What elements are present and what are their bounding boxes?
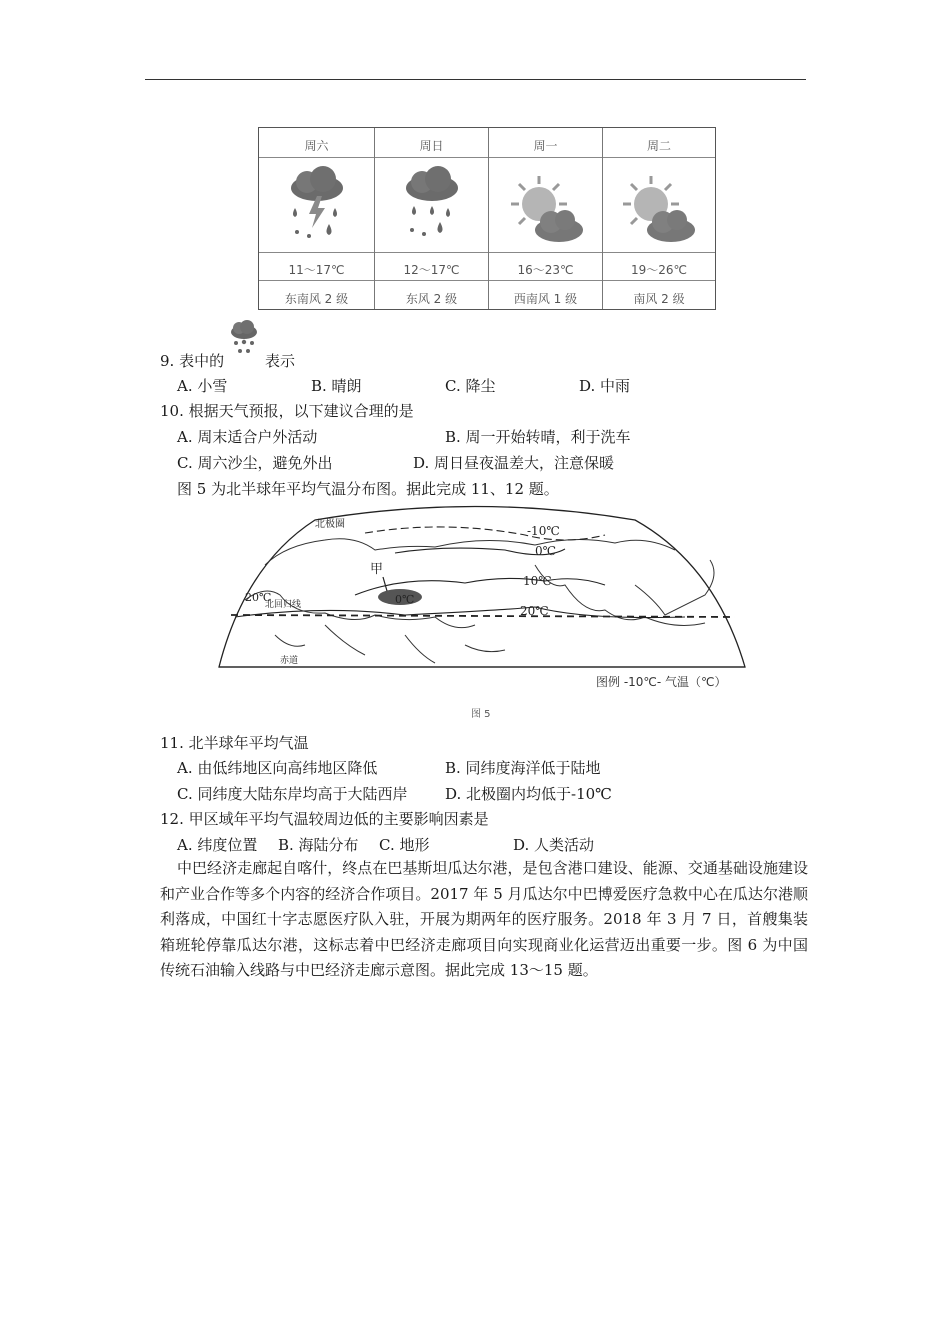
- cpec-passage: 中巴经济走廊起自喀什，终点在巴基斯坦瓜达尔港，是包含港口建设、能源、交通基础设施建设和产业合作等多个内容的经济合作项目。2017 年 5 月瓜达尔中巴博爱医疗急救中心在瓜达尔港顺利落成，中国红十字志愿医疗队入驻，开展为期两年的医疗服务。2018 年 3 月 7 日，首艘集装箱班轮停靠瓜达尔港，这标志着中巴经济走廊项目向实现商业化运营迈出重要一步。图 6 为中国传统石油输入线路与中巴经济走廊示意图。据此完成 13～15 题。: [160, 859, 808, 979]
- forecast-column-mon: [489, 128, 603, 309]
- fig5-intro: 图 5 为北半球年平均气温分布图。据此完成 11、12 题。: [177, 480, 559, 498]
- isotherm-minus10-label: -10℃: [527, 524, 560, 538]
- q10-option-b[interactable]: B. 周一开始转晴，利于洗车: [445, 428, 631, 446]
- q10-stem: 10. 根据天气预报，以下建议合理的是: [160, 402, 414, 420]
- q12-option-c[interactable]: C. 地形: [379, 836, 430, 854]
- tropic-label: 北回归线: [265, 600, 302, 610]
- day-label: 周二: [646, 139, 671, 153]
- q11-option-c[interactable]: C. 同纬度大陆东岸均高于大陆西岸: [177, 785, 408, 803]
- temperature: 16～23℃: [517, 263, 574, 277]
- weather-forecast-table: [258, 127, 716, 310]
- forecast-column-sat: [259, 128, 375, 309]
- isotherm-10-label: 10℃: [523, 574, 552, 588]
- q12-option-d[interactable]: D. 人类活动: [513, 836, 595, 854]
- map-legend: 图例 -10℃- 气温（℃）: [596, 675, 727, 689]
- header-rule: [145, 79, 806, 80]
- dust-storm-icon: [229, 320, 259, 358]
- q12-option-a[interactable]: A. 纬度位置: [177, 836, 258, 854]
- isotherm-0-label: 0℃: [535, 544, 557, 558]
- q10-option-d[interactable]: D. 周日昼夜温差大，注意保暖: [413, 454, 615, 472]
- q9-option-c[interactable]: C. 降尘: [445, 377, 496, 395]
- q12-option-b[interactable]: B. 海陆分布: [278, 836, 359, 854]
- isotherm-20-label: 20℃: [520, 604, 549, 618]
- q10-option-c[interactable]: C. 周六沙尘，避免外出: [177, 454, 333, 472]
- wind: 南风 2 级: [633, 292, 685, 306]
- wind: 东南风 2 级: [284, 292, 349, 306]
- isotherm-0-inner-label: 0℃: [395, 593, 415, 606]
- wind: 东风 2 级: [405, 292, 458, 306]
- isotherm-20-west-label: 20℃: [245, 591, 272, 604]
- forecast-column-sun: [375, 128, 489, 309]
- rain-icon: [402, 166, 462, 246]
- thunder-rain-icon: [287, 166, 347, 246]
- wind: 西南风 1 级: [513, 292, 578, 306]
- temperature: 19～26℃: [630, 263, 688, 277]
- forecast-column-tue: [603, 128, 715, 309]
- q9-option-a[interactable]: A. 小雪: [177, 377, 228, 395]
- sun-cloud-icon: [509, 174, 585, 246]
- q9-stem-end: 表示: [265, 352, 296, 370]
- region-jia-label: 甲: [370, 562, 384, 577]
- q11-stem: 11. 北半球年平均气温: [160, 734, 309, 752]
- day-label: 周日: [419, 139, 444, 153]
- q12-stem: 12. 甲区域年平均气温较周边低的主要影响因素是: [160, 810, 489, 828]
- temperature-map: [205, 505, 750, 690]
- q9-option-d[interactable]: D. 中雨: [579, 377, 631, 395]
- temperature: 11～17℃: [288, 263, 345, 277]
- equator-label: 赤道: [280, 656, 299, 666]
- q11-option-b[interactable]: B. 同纬度海洋低于陆地: [445, 759, 601, 777]
- q10-option-a[interactable]: A. 周末适合户外活动: [177, 428, 318, 446]
- sun-cloud-icon: [621, 174, 697, 246]
- day-label: 周一: [533, 139, 558, 153]
- figure-caption: 图 5: [471, 709, 491, 720]
- arctic-circle-label: 北极圈: [315, 519, 345, 530]
- q11-option-d[interactable]: D. 北极圈内均低于-10℃: [445, 785, 612, 803]
- q9-option-b[interactable]: B. 晴朗: [311, 377, 362, 395]
- q9-stem-start: 9. 表中的: [160, 352, 225, 370]
- day-label: 周六: [304, 139, 329, 153]
- q11-option-a[interactable]: A. 由低纬地区向高纬地区降低: [177, 759, 378, 777]
- map-drawing: [205, 505, 750, 690]
- temperature: 12～17℃: [403, 263, 460, 277]
